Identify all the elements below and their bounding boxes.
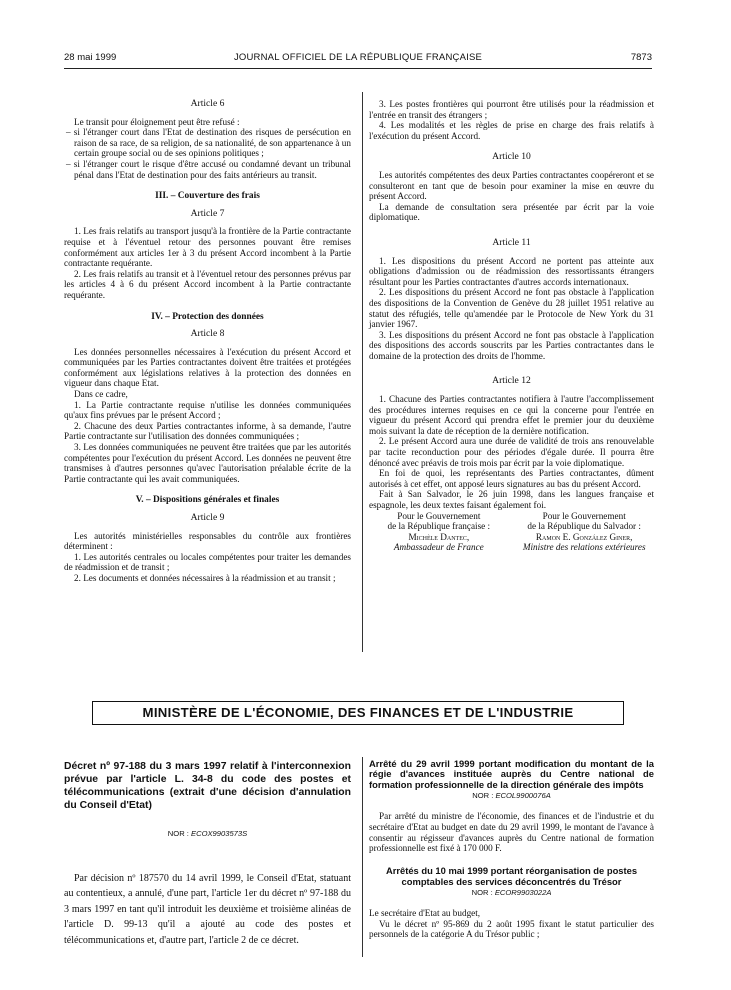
header-rule (64, 68, 652, 69)
ministry-banner: MINISTÈRE DE L'ÉCONOMIE, DES FINANCES ET DE L'INDUSTRIE (92, 701, 624, 725)
article-7-paragraph-2: 2. Les frais relatifs au transit et à l'éventuel retour des personnes prévus par les articles 4 à 6 du présent Accord incombent à la Partie contractante requérante. (64, 268, 351, 300)
article-11-paragraph-2: 2. Les dispositions du présent Accord ne font pas obstacle à l'application des dispositions de la Convention de Genève du 28 juillet 1951 relative au statut des réfugiés, telle qu'amendée par le Protocole de New York du 31 janvier 1967. (369, 287, 654, 330)
arrete-2-nor (369, 888, 654, 899)
decret-section (64, 760, 351, 949)
signature-france-line-1: Pour le Gouvernement (397, 510, 481, 521)
article-9-paragraph-4: 3. Les postes frontières qui pourront être utilisés pour la réadmission et l'entrée en transit des étrangers ; (369, 99, 654, 120)
article-11-paragraph-1: 1. Les dispositions du présent Accord ne portent pas atteinte aux obligations d'admission ou de réadmission des ressortissants étrangers résultant pour les Parties contractantes d'autres accords internationaux. (369, 255, 654, 287)
section-3-heading: III. – Couverture des frais (155, 191, 260, 202)
article-6-title: Article 6 (190, 98, 225, 109)
article-6-bullet-1: – si l'étranger court dans l'Etat de destination des risques de persécution en raison de sa race, de sa religion, de sa nationalité, de son appartenance à un certain groupe social ou de ses opinions politiques ; (66, 127, 351, 159)
decret-title: Décret nº 97-188 du 3 mars 1997 relatif à l'interconnexion prévue par l'article L. 34-8 du code des postes et télécommunications (extrait d'une décision d'annulation du Conseil d'Etat) (64, 761, 351, 811)
article-8-title: Article 8 (190, 328, 225, 340)
arrete-2-nor-label: NOR : (471, 888, 493, 898)
signature-france-name: Michèle Dantec, (408, 531, 470, 542)
article-11-paragraph-3: 3. Les dispositions du présent Accord ne font pas obstacle à l'application des dispositions des accords souscrits par les Parties contractantes dans le domaine de la protection des droits de l'homme. (369, 329, 654, 361)
article-7-paragraph-1: 1. Les frais relatifs au transport jusqu'à la frontière de la Partie contractante requise et à l'éventuel retour des personnes pouvant être remises conformément aux articles 1er à 3 du présent Accord incombent à la Partie contractante requérante. (64, 226, 351, 269)
arrete-2-paragraph-1: Le secrétaire d'Etat au budget, (369, 907, 481, 918)
column-divider-top (362, 92, 363, 652)
arretes-section (369, 759, 654, 940)
left-column (64, 99, 351, 584)
right-column (369, 99, 654, 553)
article-12-paragraph-4: Fait à San Salvador, le 26 juin 1998, dans les langues française et espagnole, les deux textes faisant également foi. (369, 489, 654, 510)
article-8-paragraph-1: Les données personnelles nécessaires à l'exécution du présent Accord et communiquées par les Parties contractantes doivent être traitées et protégées conformément aux législations relatives à la protection des données en vigueur dans chaque Etat. (64, 346, 351, 389)
header-page-number: 7873 (630, 52, 652, 63)
article-9-paragraph-5: 4. Les modalités et les règles de prise en charge des frais relatifs à l'exécution du présent Accord. (369, 120, 654, 141)
signature-salvador-role: Ministre des relations extérieures (522, 542, 646, 553)
section-4-heading: IV. – Protection des données (151, 311, 264, 322)
arrete-1-nor-label: NOR : (472, 791, 494, 801)
decret-nor (64, 828, 351, 841)
arrete-2-paragraph-2: Vu le décret nº 95-869 du 2 août 1995 fixant le statut particulier des personnels de la catégorie A du Trésor public ; (369, 918, 654, 940)
column-divider-bottom (362, 757, 363, 957)
article-8-paragraph-2: Dans ce cadre, (74, 389, 128, 400)
arrete-2-title: Arrêtés du 10 mai 1999 portant réorganisation de postes comptables des services déconcentrés du Trésor (385, 865, 638, 887)
signature-france (369, 511, 509, 553)
article-12-paragraph-1: 1. Chacune des Parties contractantes notifiera à l'autre l'accomplissement des procédures internes requises en ce qui la concerne pour l'entrée en vigueur du présent Accord qui prendra effet le premier jour du deuxième mois suivant la date de réception de la dernière notification. (369, 394, 654, 436)
article-8-paragraph-3: 1. La Partie contractante requise n'utilise les données communiquées qu'aux fins prévues par le présent Accord ; (64, 399, 351, 421)
arrete-1-nor-code: ECOL9900076A (495, 791, 551, 801)
article-9-title: Article 9 (190, 512, 225, 523)
signature-salvador (514, 511, 654, 553)
header-journal-title: JOURNAL OFFICIEL DE LA RÉPUBLIQUE FRANÇAISE (233, 52, 483, 63)
signature-block (369, 511, 654, 553)
header-date: 28 mai 1999 (64, 52, 117, 63)
article-6-bullet-2: – si l'étranger court le risque d'être accusé ou condamné devant un tribunal pénal dans l'Etat de destination pour des faits antérieurs au transit. (66, 158, 351, 180)
article-8-paragraph-4: 2. Chacune des deux Parties contractantes informe, à sa demande, l'autre Partie contractante sur l'utilisation des données communiquées ; (64, 420, 351, 442)
arrete-1-body: Par arrêté du ministre de l'économie, des finances et de l'industrie et du secrétaire d'Etat au budget en date du 29 avril 1999, le montant de l'avance à consentir au régisseur d'avances auprès du Centre national de formation professionnelle est fixé à 170 000 F. (369, 811, 654, 854)
arrete-1-title: Arrêté du 29 avril 1999 portant modification du montant de la régie d'avances instituée auprès du Centre national de formation professionnelle de la direction générale des impôts (369, 758, 654, 790)
signature-salvador-line-2: de la République du Salvador : (527, 521, 641, 532)
article-10-paragraph-1: Les autorités compétentes des deux Parties contractantes coopéreront et se consulteront en tant que de besoin pour examiner la mise en œuvre du présent Accord. (369, 169, 654, 202)
decret-nor-label: NOR : (167, 829, 189, 838)
article-10-paragraph-2: La demande de consultation sera présentée par écrit par la voie diplomatique. (369, 201, 654, 223)
article-12-paragraph-2: 2. Le présent Accord aura une durée de validité de trois ans renouvelable par tacite reconduction pour des périodes d'égale durée. Il pourra être dénoncé avec préavis de trois mois par écrit par la voie diplomatique. (369, 436, 654, 468)
article-9-paragraph-2: 1. Les autorités centrales ou locales compétentes pour traiter les demandes de réadmission et de transit ; (64, 551, 351, 573)
decret-body: Par décision nº 187570 du 14 avril 1999, le Conseil d'Etat, statuant au contentieux, a annulé, d'une part, l'article 1er du décret nº 97-188 du 3 mars 1997 en tant qu'il introduit les deuxième et troisième alinéas de l'article D. 99-13 qu'il a ajouté au code des postes et télécommunications et, d'autre part, l'article 2 de ce décret. (64, 872, 351, 946)
article-11-title: Article 11 (492, 236, 531, 248)
article-8-paragraph-5: 3. Les données communiquées ne peuvent être traitées que par les autorités compétentes pour l'exécution du présent Accord. Les données ne peuvent être transmises à d'autres personnes qu'avec l'autorisation préalable écrite de la Partie contractante qui les avait communiquées. (64, 442, 351, 484)
section-5-heading: V. – Dispositions générales et finales (135, 495, 280, 506)
article-12-paragraph-3: En foi de quoi, les représentants des Parties contractantes, dûment autorisés à cet effet, ont apposé leurs signatures au bas du présent Accord. (369, 468, 654, 489)
arrete-1-nor (369, 791, 654, 802)
signature-salvador-line-1: Pour le Gouvernement (542, 510, 626, 521)
article-6-intro: Le transit pour éloignement peut être refusé : (74, 116, 240, 127)
article-9-paragraph-3: 2. Les documents et données nécessaires à la réadmission et au transit ; (74, 572, 336, 583)
article-12-title: Article 12 (492, 375, 531, 387)
page-header (64, 52, 652, 66)
article-7-title: Article 7 (190, 207, 225, 219)
signature-france-line-2: de la République française : (387, 521, 491, 532)
article-9-paragraph-1: Les autorités ministérielles responsables du contrôle aux frontières déterminent : (64, 530, 351, 552)
arrete-2-nor-code: ECOR9903022A (494, 888, 552, 898)
article-10-title: Article 10 (492, 151, 531, 163)
signature-salvador-name: Ramon E. González Giner, (535, 531, 633, 542)
signature-france-role: Ambassadeur de France (393, 542, 484, 553)
decret-nor-code: ECOX9903573S (191, 829, 248, 838)
